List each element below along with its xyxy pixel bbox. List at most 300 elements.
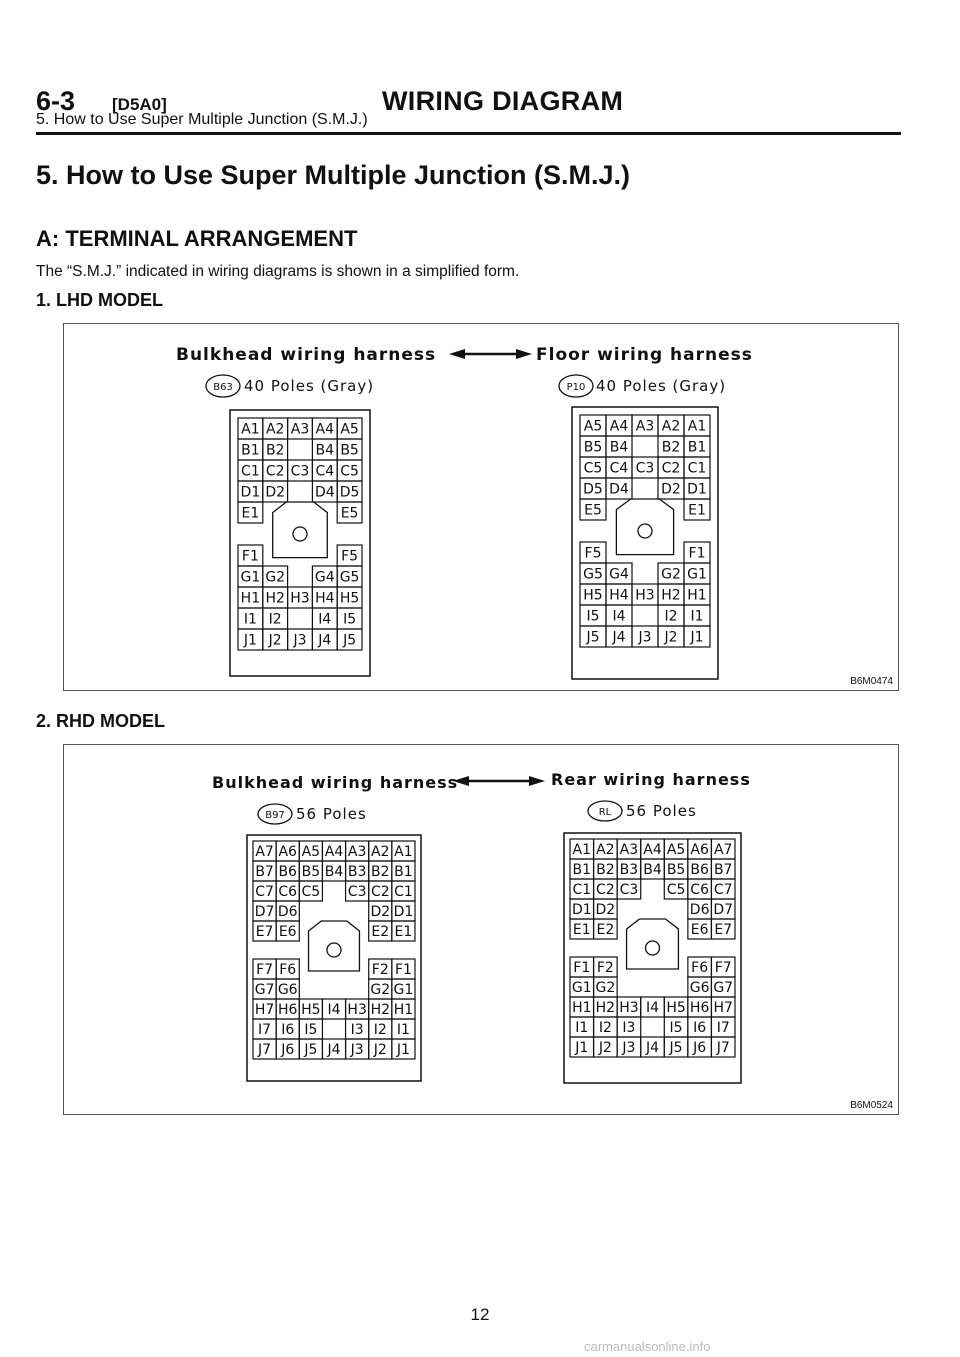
terminal-cell bbox=[580, 584, 606, 605]
center-key-icon bbox=[616, 499, 673, 555]
rhd-connector-figure bbox=[63, 744, 899, 1115]
terminal-cell bbox=[580, 605, 606, 626]
terminal-label: C2 bbox=[370, 884, 390, 900]
terminal-label: C7 bbox=[713, 882, 733, 898]
left-connector-tag-icon bbox=[258, 804, 292, 824]
terminal-cell bbox=[641, 1037, 665, 1057]
double-arrow-icon bbox=[453, 776, 545, 786]
terminal-label: H4 bbox=[609, 587, 629, 604]
terminal-label: C1 bbox=[241, 463, 260, 480]
left-connector-spec: 56 Poles bbox=[296, 805, 367, 823]
terminal-label: I6 bbox=[693, 1020, 707, 1036]
terminal-cell bbox=[369, 959, 392, 979]
terminal-label: H3 bbox=[347, 1002, 367, 1018]
terminal-cell bbox=[641, 859, 665, 879]
terminal-label: A2 bbox=[265, 421, 285, 438]
terminal-cell bbox=[594, 957, 618, 977]
terminal-cell bbox=[711, 899, 735, 919]
terminal-label: A3 bbox=[635, 418, 655, 435]
terminal-cell bbox=[276, 861, 299, 881]
terminal-label: H3 bbox=[290, 590, 310, 607]
terminal-label: C4 bbox=[609, 460, 629, 477]
terminal-cell bbox=[664, 1037, 688, 1057]
terminal-cell bbox=[322, 999, 345, 1019]
terminal-label: I5 bbox=[586, 608, 600, 625]
terminal-label: B4 bbox=[324, 864, 344, 880]
terminal-cell bbox=[711, 997, 735, 1017]
terminal-cell bbox=[369, 901, 392, 921]
right-connector-grid bbox=[572, 407, 718, 679]
right-connector-tag-icon bbox=[588, 801, 622, 821]
terminal-cell bbox=[253, 841, 276, 861]
terminal-label: I1 bbox=[243, 611, 257, 628]
left-connector-grid bbox=[247, 835, 421, 1081]
terminal-cell bbox=[632, 457, 658, 478]
terminal-cell bbox=[392, 1019, 415, 1039]
terminal-label: B7 bbox=[255, 864, 274, 880]
terminal-cell bbox=[337, 502, 362, 523]
terminal-label: G2 bbox=[370, 982, 391, 998]
terminal-cell bbox=[276, 901, 299, 921]
terminal-cell bbox=[606, 626, 632, 647]
left-connector-grid bbox=[230, 410, 370, 676]
terminal-label: I2 bbox=[373, 1022, 387, 1038]
terminal-label: D1 bbox=[571, 902, 592, 918]
terminal-cell bbox=[684, 584, 710, 605]
terminal-cell bbox=[684, 626, 710, 647]
double-arrow-icon bbox=[449, 349, 532, 359]
terminal-cell bbox=[594, 839, 618, 859]
terminal-cell bbox=[346, 881, 369, 901]
terminal-label: E7 bbox=[714, 922, 733, 938]
terminal-cell bbox=[641, 997, 665, 1017]
terminal-label: A1 bbox=[394, 844, 413, 860]
center-key-icon bbox=[273, 502, 328, 558]
terminal-cell bbox=[369, 921, 392, 941]
terminal-label: H4 bbox=[315, 590, 335, 607]
terminal-cell bbox=[580, 478, 606, 499]
terminal-cell bbox=[288, 460, 313, 481]
terminal-label: F6 bbox=[279, 962, 297, 978]
terminal-label: H1 bbox=[687, 587, 707, 604]
terminal-cell bbox=[276, 881, 299, 901]
terminal-cell bbox=[263, 439, 288, 460]
terminal-cell bbox=[253, 979, 276, 999]
terminal-cell bbox=[263, 629, 288, 650]
terminal-cell bbox=[606, 584, 632, 605]
terminal-label: H6 bbox=[277, 1002, 298, 1018]
terminal-cell bbox=[276, 1019, 299, 1039]
terminal-cell bbox=[594, 977, 618, 997]
terminal-label: E2 bbox=[371, 924, 390, 940]
terminal-cell bbox=[322, 841, 345, 861]
terminal-label: J3 bbox=[638, 629, 652, 646]
terminal-label: H5 bbox=[339, 590, 360, 607]
terminal-cell bbox=[312, 439, 337, 460]
terminal-cell bbox=[684, 542, 710, 563]
terminal-label: G6 bbox=[689, 980, 710, 996]
header-section-number: 6-3 bbox=[36, 86, 76, 116]
terminal-cell bbox=[570, 957, 594, 977]
terminal-cell bbox=[711, 957, 735, 977]
terminal-label: J7 bbox=[258, 1042, 272, 1058]
terminal-cell bbox=[337, 460, 362, 481]
left-connector-id: B97 bbox=[265, 810, 285, 821]
left-harness-label: Bulkhead wiring harness bbox=[176, 345, 437, 365]
terminal-cell bbox=[684, 436, 710, 457]
terminal-cell bbox=[664, 839, 688, 859]
terminal-label: I2 bbox=[268, 611, 282, 628]
terminal-cell bbox=[299, 1019, 322, 1039]
terminal-cell bbox=[337, 545, 362, 566]
terminal-label: H7 bbox=[254, 1002, 275, 1018]
terminal-label: G1 bbox=[240, 569, 261, 586]
terminal-cell bbox=[299, 861, 322, 881]
terminal-cell bbox=[253, 921, 276, 941]
terminal-cell bbox=[570, 1037, 594, 1057]
terminal-label: H5 bbox=[583, 587, 603, 604]
terminal-cell bbox=[276, 979, 299, 999]
terminal-label: C5 bbox=[301, 884, 321, 900]
terminal-label: A2 bbox=[371, 844, 390, 860]
terminal-label: G6 bbox=[277, 982, 298, 998]
terminal-cell bbox=[684, 415, 710, 436]
terminal-cell bbox=[658, 478, 684, 499]
terminal-cell bbox=[322, 1039, 345, 1059]
terminal-label: J3 bbox=[622, 1040, 636, 1056]
terminal-cell bbox=[276, 959, 299, 979]
terminal-label: J7 bbox=[716, 1040, 730, 1056]
terminal-label: B4 bbox=[643, 862, 662, 878]
terminal-cell bbox=[369, 1019, 392, 1039]
right-connector-spec: 40 Poles (Gray) bbox=[596, 377, 727, 395]
terminal-cell bbox=[711, 919, 735, 939]
terminal-cell bbox=[617, 859, 641, 879]
left-connector-id: B63 bbox=[213, 382, 233, 393]
terminal-label: G1 bbox=[393, 982, 414, 998]
terminal-cell bbox=[658, 436, 684, 457]
terminal-cell bbox=[688, 977, 712, 997]
terminal-label: E1 bbox=[572, 922, 591, 938]
terminal-label: J1 bbox=[396, 1042, 410, 1058]
terminal-label: D2 bbox=[370, 904, 391, 920]
terminal-cell bbox=[312, 418, 337, 439]
terminal-cell bbox=[253, 861, 276, 881]
terminal-cell bbox=[570, 1017, 594, 1037]
terminal-cell bbox=[392, 881, 415, 901]
terminal-cell bbox=[263, 608, 288, 629]
figure-code: B6M0474 bbox=[850, 676, 893, 687]
terminal-label: A5 bbox=[301, 844, 321, 860]
terminal-label: G4 bbox=[609, 566, 629, 583]
terminal-cell bbox=[238, 502, 263, 523]
terminal-cell bbox=[337, 629, 362, 650]
terminal-label: B1 bbox=[241, 442, 260, 459]
terminal-label: A1 bbox=[572, 842, 592, 858]
terminal-label: B1 bbox=[394, 864, 413, 880]
terminal-cell bbox=[580, 436, 606, 457]
terminal-label: J5 bbox=[304, 1042, 318, 1058]
terminal-cell bbox=[570, 879, 594, 899]
intro-paragraph: The “S.M.J.” indicated in wiring diagrams is shown in a simplified form. bbox=[36, 263, 520, 280]
terminal-label: A2 bbox=[661, 418, 681, 435]
terminal-label: I2 bbox=[598, 1020, 612, 1036]
terminal-cell bbox=[337, 439, 362, 460]
terminal-cell bbox=[688, 879, 712, 899]
terminal-cell bbox=[688, 839, 712, 859]
terminal-label: F2 bbox=[596, 960, 614, 976]
terminal-label: I1 bbox=[396, 1022, 410, 1038]
terminal-label: F7 bbox=[714, 960, 732, 976]
terminal-label: I4 bbox=[327, 1002, 341, 1018]
terminal-cell bbox=[337, 608, 362, 629]
terminal-label: H1 bbox=[572, 1000, 592, 1016]
terminal-label: A1 bbox=[687, 418, 707, 435]
terminal-cell bbox=[594, 1037, 618, 1057]
terminal-cell bbox=[263, 566, 288, 587]
terminal-cell bbox=[658, 605, 684, 626]
terminal-label: G4 bbox=[314, 569, 335, 586]
terminal-cell bbox=[658, 584, 684, 605]
terminal-label: H2 bbox=[661, 587, 681, 604]
terminal-cell bbox=[337, 566, 362, 587]
terminal-cell bbox=[238, 481, 263, 502]
terminal-label: C1 bbox=[394, 884, 413, 900]
terminal-label: D1 bbox=[393, 904, 414, 920]
terminal-label: J4 bbox=[318, 632, 332, 649]
terminal-cell bbox=[606, 478, 632, 499]
terminal-cell bbox=[263, 587, 288, 608]
terminal-cell bbox=[580, 457, 606, 478]
terminal-cell bbox=[594, 919, 618, 939]
terminal-cell bbox=[263, 460, 288, 481]
terminal-cell bbox=[299, 881, 322, 901]
terminal-cell bbox=[617, 997, 641, 1017]
terminal-label: C3 bbox=[347, 884, 367, 900]
terminal-label: C5 bbox=[583, 460, 603, 477]
terminal-cell bbox=[288, 418, 313, 439]
terminal-cell bbox=[688, 859, 712, 879]
terminal-cell bbox=[570, 839, 594, 859]
terminal-label: C2 bbox=[596, 882, 615, 898]
terminal-cell bbox=[664, 879, 688, 899]
header-subtitle: 5. How to Use Super Multiple Junction (S.M.J.) bbox=[36, 111, 368, 128]
terminal-label: A3 bbox=[619, 842, 639, 858]
terminal-label: D4 bbox=[609, 481, 629, 498]
header-title: WIRING DIAGRAM bbox=[382, 86, 624, 116]
terminal-label: A7 bbox=[713, 842, 733, 858]
terminal-label: D5 bbox=[339, 484, 360, 501]
terminal-cell bbox=[580, 542, 606, 563]
terminal-cell bbox=[263, 418, 288, 439]
terminal-cell bbox=[263, 481, 288, 502]
terminal-cell bbox=[253, 999, 276, 1019]
rhd-model-heading: 2. RHD MODEL bbox=[36, 711, 166, 731]
terminal-cell bbox=[299, 999, 322, 1019]
terminal-cell bbox=[664, 1017, 688, 1037]
terminal-label: B3 bbox=[619, 862, 639, 878]
terminal-label: C2 bbox=[661, 460, 681, 477]
terminal-label: H3 bbox=[619, 1000, 639, 1016]
terminal-cell bbox=[253, 901, 276, 921]
terminal-label: C3 bbox=[619, 882, 639, 898]
terminal-label: J5 bbox=[586, 629, 600, 646]
header-code: [D5A0] bbox=[112, 95, 167, 114]
terminal-label: D5 bbox=[583, 481, 603, 498]
right-connector-tag-icon bbox=[559, 375, 593, 397]
terminal-label: J2 bbox=[268, 632, 282, 649]
terminal-label: B7 bbox=[713, 862, 733, 878]
terminal-cell bbox=[299, 1039, 322, 1059]
terminal-cell bbox=[238, 439, 263, 460]
terminal-cell bbox=[688, 1017, 712, 1037]
terminal-label: B3 bbox=[347, 864, 367, 880]
terminal-label: F6 bbox=[691, 960, 709, 976]
terminal-cell bbox=[238, 608, 263, 629]
terminal-cell bbox=[392, 999, 415, 1019]
terminal-cell bbox=[238, 566, 263, 587]
terminal-label: A5 bbox=[583, 418, 603, 435]
terminal-cell bbox=[658, 415, 684, 436]
terminal-label: I5 bbox=[669, 1020, 683, 1036]
terminal-label: C2 bbox=[265, 463, 285, 480]
terminal-label: C4 bbox=[315, 463, 335, 480]
terminal-cell bbox=[369, 979, 392, 999]
terminal-cell bbox=[684, 563, 710, 584]
terminal-label: I4 bbox=[318, 611, 332, 628]
terminal-label: C1 bbox=[572, 882, 592, 898]
terminal-cell bbox=[711, 859, 735, 879]
terminal-label: I6 bbox=[281, 1022, 295, 1038]
terminal-label: C5 bbox=[666, 882, 686, 898]
terminal-cell bbox=[580, 415, 606, 436]
terminal-label: G1 bbox=[687, 566, 707, 583]
terminal-cell bbox=[711, 1037, 735, 1057]
terminal-cell bbox=[711, 977, 735, 997]
terminal-label: C1 bbox=[687, 460, 707, 477]
subsection-title: A: TERMINAL ARRANGEMENT bbox=[36, 226, 358, 251]
terminal-label: H2 bbox=[370, 1002, 391, 1018]
terminal-label: E5 bbox=[584, 502, 602, 519]
terminal-label: A5 bbox=[666, 842, 686, 858]
terminal-label: J1 bbox=[243, 632, 257, 649]
terminal-label: I4 bbox=[612, 608, 626, 625]
terminal-label: A6 bbox=[278, 844, 297, 860]
section-title: 5. How to Use Super Multiple Junction (S.M.J.) bbox=[36, 160, 631, 190]
terminal-label: F7 bbox=[256, 962, 274, 978]
terminal-label: A3 bbox=[347, 844, 367, 860]
terminal-label: A7 bbox=[255, 844, 274, 860]
terminal-label: J3 bbox=[350, 1042, 364, 1058]
terminal-label: B6 bbox=[278, 864, 297, 880]
terminal-label: E5 bbox=[340, 505, 359, 522]
terminal-cell bbox=[570, 919, 594, 939]
terminal-cell bbox=[392, 861, 415, 881]
terminal-label: I5 bbox=[304, 1022, 318, 1038]
terminal-label: E1 bbox=[241, 505, 260, 522]
terminal-cell bbox=[594, 899, 618, 919]
terminal-cell bbox=[288, 629, 313, 650]
terminal-cell bbox=[346, 841, 369, 861]
terminal-cell bbox=[606, 436, 632, 457]
terminal-label: J6 bbox=[281, 1042, 295, 1058]
terminal-label: I1 bbox=[575, 1020, 589, 1036]
terminal-label: J2 bbox=[664, 629, 678, 646]
terminal-label: D1 bbox=[240, 484, 261, 501]
terminal-cell bbox=[369, 841, 392, 861]
terminal-cell bbox=[688, 1037, 712, 1057]
terminal-label: H1 bbox=[240, 590, 261, 607]
terminal-cell bbox=[688, 997, 712, 1017]
terminal-label: H2 bbox=[595, 1000, 616, 1016]
terminal-label: C3 bbox=[635, 460, 655, 477]
terminal-cell bbox=[606, 457, 632, 478]
terminal-label: G1 bbox=[571, 980, 592, 996]
terminal-cell bbox=[337, 418, 362, 439]
terminal-label: G5 bbox=[583, 566, 603, 583]
terminal-cell bbox=[594, 1017, 618, 1037]
terminal-label: I5 bbox=[343, 611, 357, 628]
terminal-cell bbox=[346, 999, 369, 1019]
terminal-label: D4 bbox=[314, 484, 335, 501]
terminal-cell bbox=[684, 499, 710, 520]
terminal-label: J5 bbox=[343, 632, 357, 649]
terminal-label: J5 bbox=[669, 1040, 683, 1056]
terminal-cell bbox=[369, 999, 392, 1019]
page-number: 12 bbox=[470, 1305, 490, 1324]
terminal-label: J4 bbox=[327, 1042, 341, 1058]
terminal-label: B5 bbox=[340, 442, 359, 459]
terminal-label: I4 bbox=[645, 1000, 660, 1016]
terminal-cell bbox=[312, 460, 337, 481]
terminal-label: G7 bbox=[713, 980, 734, 996]
terminal-label: C6 bbox=[278, 884, 298, 900]
terminal-cell bbox=[570, 977, 594, 997]
terminal-label: A6 bbox=[690, 842, 709, 858]
terminal-cell bbox=[253, 1039, 276, 1059]
terminal-label: B5 bbox=[666, 862, 686, 878]
terminal-label: E7 bbox=[255, 924, 274, 940]
terminal-cell bbox=[392, 841, 415, 861]
terminal-label: D7 bbox=[254, 904, 275, 920]
header-rule bbox=[36, 132, 901, 135]
terminal-label: C7 bbox=[255, 884, 274, 900]
terminal-label: J1 bbox=[575, 1040, 589, 1056]
terminal-label: I1 bbox=[690, 608, 704, 625]
terminal-label: B4 bbox=[609, 439, 629, 456]
terminal-cell bbox=[392, 979, 415, 999]
terminal-label: D6 bbox=[689, 902, 710, 918]
lhd-model-heading: 1. LHD MODEL bbox=[36, 290, 164, 310]
terminal-cell bbox=[688, 957, 712, 977]
terminal-label: I3 bbox=[622, 1020, 636, 1036]
terminal-label: I7 bbox=[258, 1022, 272, 1038]
terminal-label: B5 bbox=[583, 439, 603, 456]
terminal-label: J3 bbox=[293, 632, 307, 649]
terminal-label: I3 bbox=[350, 1022, 364, 1038]
terminal-label: B5 bbox=[301, 864, 321, 880]
center-key-icon bbox=[627, 919, 679, 969]
terminal-label: D7 bbox=[713, 902, 734, 918]
terminal-cell bbox=[392, 921, 415, 941]
right-harness-label: Floor wiring harness bbox=[536, 345, 753, 365]
terminal-label: J2 bbox=[598, 1040, 612, 1056]
terminal-cell bbox=[580, 626, 606, 647]
terminal-cell bbox=[346, 1019, 369, 1039]
terminal-cell bbox=[658, 457, 684, 478]
terminal-cell bbox=[664, 997, 688, 1017]
terminal-cell bbox=[684, 605, 710, 626]
